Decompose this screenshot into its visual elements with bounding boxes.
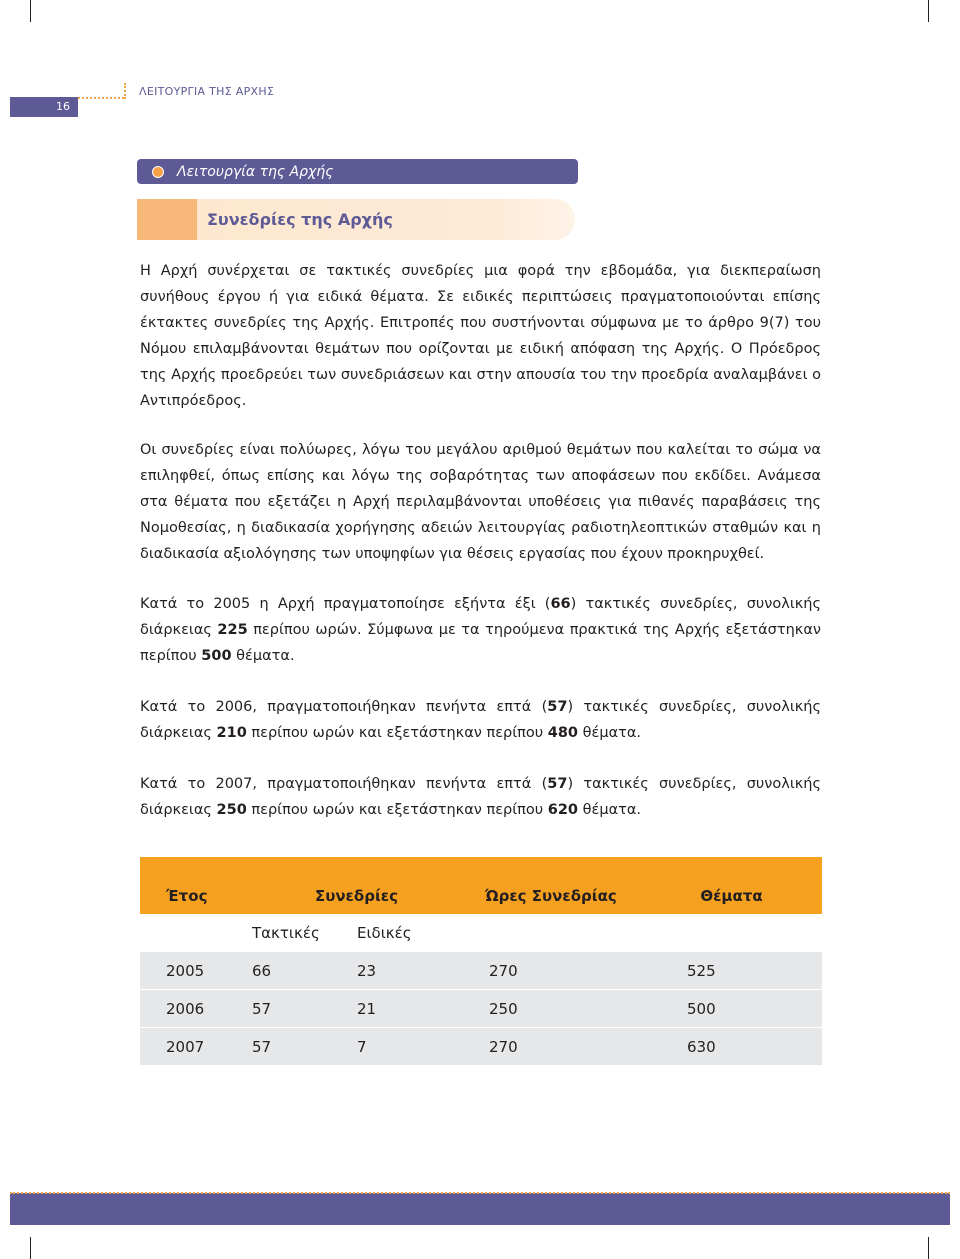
cell-regular: 57 xyxy=(252,990,357,1028)
table-cell xyxy=(461,914,641,952)
header-divider-vertical xyxy=(124,83,126,99)
subheader-special: Ειδικές xyxy=(357,914,461,952)
cell-special: 21 xyxy=(357,990,461,1028)
header-sessions: Συνεδρίες xyxy=(252,857,461,914)
text: θέματα. xyxy=(231,648,295,664)
topics-count: 620 xyxy=(547,802,579,818)
sessions-count: 66 xyxy=(550,596,571,612)
crop-mark xyxy=(928,1237,929,1259)
cell-year: 2006 xyxy=(140,990,252,1028)
table-row xyxy=(140,1028,822,1066)
sessions-table xyxy=(140,857,822,1065)
crop-mark xyxy=(928,0,929,22)
topics-count: 480 xyxy=(547,725,579,741)
cell-year: 2007 xyxy=(140,1028,252,1066)
page-number: 16 xyxy=(10,97,78,117)
hours-count: 225 xyxy=(217,622,248,638)
paragraph-2006 xyxy=(140,694,821,746)
cell-regular: 57 xyxy=(252,1028,357,1066)
paragraph-2007 xyxy=(140,771,821,823)
subtitle-accent xyxy=(137,199,197,240)
paragraph-2: Οι συνεδρίες είναι πολύωρες, λόγω του μεγάλου αριθμού θεμάτων που καλείται το σώμα να επιληφθεί, όπως επίσης και λόγω της σοβαρότητας των αποφάσεων που εκδίδει. Ανάμεσα στα θέματα που εξετάζει η Αρχή περιλαμβάνονται υποθέσεις για πιθανές παραβάσεις της Νομοθεσίας, η διαδικασία χορήγησης αδειών λειτουργίας ραδιοτηλεοπτικών σταθμών και η διαδικασία αξιολόγησης των υποψηφίων για θέσεις εργασίας που έχουν προκηρυχθεί. xyxy=(140,442,821,562)
hours-count: 250 xyxy=(216,802,247,818)
cell-topics: 630 xyxy=(641,1028,822,1066)
text: ) τακτικές συνεδρίες, συνολικής διάρκειας xyxy=(140,596,821,638)
cell-year: 2005 xyxy=(140,952,252,990)
header-topics: Θέματα xyxy=(641,857,822,914)
hours-count: 210 xyxy=(216,725,247,741)
topics-count: 500 xyxy=(201,648,232,664)
cell-hours: 270 xyxy=(461,1028,641,1066)
paragraph-2005 xyxy=(140,591,821,669)
text: ) τακτικές συνεδρίες, συνολικής διάρκειας xyxy=(140,776,821,818)
cell-regular: 66 xyxy=(252,952,357,990)
text: Κατά το 2007, πραγματοποιήθηκαν πενήντα επτά ( xyxy=(140,776,548,792)
text: Κατά το 2006, πραγματοποιήθηκαν πενήντα επτά ( xyxy=(140,699,548,715)
text: θέματα. xyxy=(578,725,642,741)
cell-special: 7 xyxy=(357,1028,461,1066)
section-title: Λειτουργία της Αρχής xyxy=(177,164,334,180)
text: ) τακτικές συνεδρίες, συνολικής διάρκειας xyxy=(140,699,821,741)
table-cell xyxy=(140,914,252,952)
table-row xyxy=(140,990,822,1028)
paragraph-1: Η Αρχή συνέρχεται σε τακτικές συνεδρίες μια φορά την εβδομάδα, για διεκπεραίωση συνήθους έργου ή για ειδικά θέματα. Σε ειδικές περιπτώσεις πραγματοποιούνται επίσης έκτακτες συνεδρίες της Αρχής. Επιτροπές που συστήνονται σύμφωνα με το άρθρο 9(7) του Νόμου επιλαμβάνονται θεμάτων που ορίζονται με ειδική απόφαση της Αρχής. Ο Πρόεδρος της Αρχής προεδρεύει των συνεδριάσεων και στην απουσία του την προεδρία αναλαμβάνει ο Αντιπρόεδρος. xyxy=(140,263,821,409)
crop-mark xyxy=(30,1237,31,1259)
subtitle: Συνεδρίες της Αρχής xyxy=(207,210,393,229)
cell-topics: 500 xyxy=(641,990,822,1028)
table-row xyxy=(140,952,822,990)
subheader-regular: Τακτικές xyxy=(252,914,357,952)
header-year: Έτος xyxy=(140,857,252,914)
cell-hours: 270 xyxy=(461,952,641,990)
header-divider xyxy=(78,97,124,99)
text: περίπου ωρών και εξετάστηκαν περίπου xyxy=(246,802,548,818)
table-cell xyxy=(641,914,822,952)
crop-mark xyxy=(30,0,31,22)
bullet-icon xyxy=(152,166,164,178)
footer-bar xyxy=(10,1193,950,1225)
cell-special: 23 xyxy=(357,952,461,990)
text: περίπου ωρών. Σύμφωνα με τα τηρούμενα πρακτικά της Αρχής εξετάστηκαν περίπου xyxy=(140,622,821,664)
text: Κατά το 2005 η Αρχή πραγματοποίησε εξήντα έξι ( xyxy=(140,596,551,612)
footer-divider xyxy=(10,1192,950,1194)
text: θέματα. xyxy=(578,802,642,818)
sessions-count: 57 xyxy=(547,699,568,715)
text: περίπου ωρών και εξετάστηκαν περίπου xyxy=(246,725,548,741)
cell-topics: 525 xyxy=(641,952,822,990)
cell-hours: 250 xyxy=(461,990,641,1028)
header-hours: Ώρες Συνεδρίας xyxy=(461,857,641,914)
running-title: ΛΕΙΤΟΥΡΓΙΑ ΤΗΣ ΑΡΧΗΣ xyxy=(139,85,275,98)
sessions-count: 57 xyxy=(547,776,568,792)
